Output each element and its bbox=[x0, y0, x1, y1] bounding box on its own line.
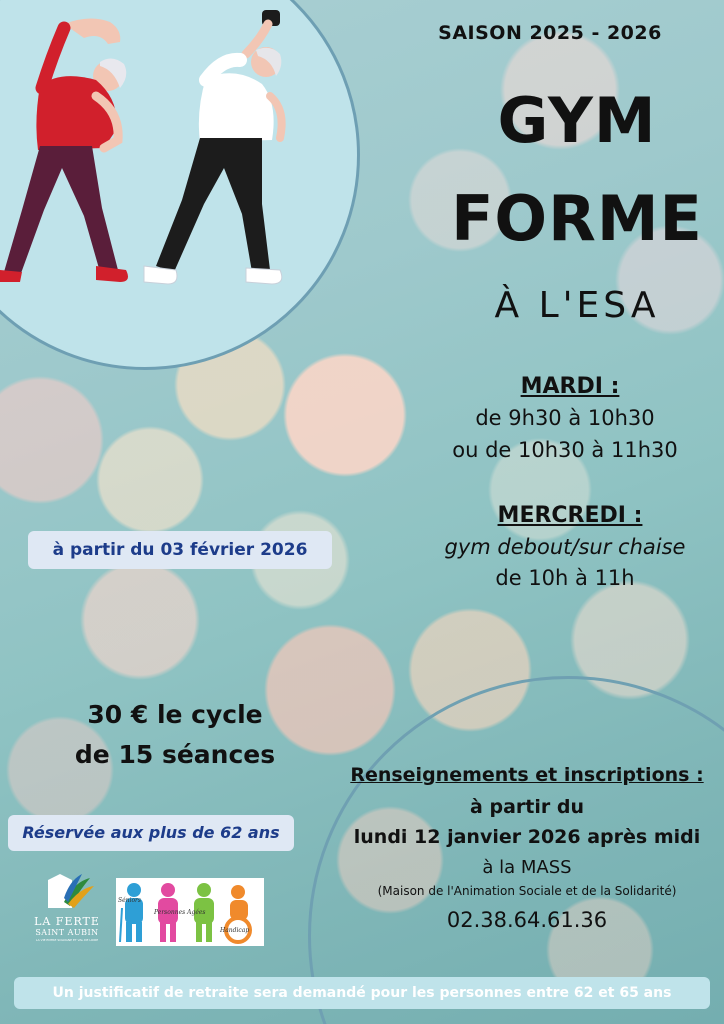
assoc-word-2: Personnes Agées bbox=[154, 909, 206, 916]
tuesday-slot-2: ou de 10h30 à 11h30 bbox=[452, 438, 678, 462]
association-logo bbox=[116, 878, 264, 946]
town-name-line-1: LA FERTE bbox=[34, 915, 100, 928]
tuesday-slot-1: de 9h30 à 10h30 bbox=[475, 406, 655, 430]
registration-phone: 02.38.64.61.36 bbox=[446, 908, 608, 932]
price-line-1: 30 € le cycle bbox=[87, 700, 263, 729]
woman-exercising-figure bbox=[0, 18, 128, 282]
wednesday-activity: gym debout/sur chaise bbox=[444, 535, 686, 559]
age-restriction-badge: Réservée aux plus de 62 ans bbox=[8, 815, 294, 851]
footer-notice: Un justificatif de retraite sera demandé pour les personnes entre 62 et 65 ans bbox=[14, 977, 710, 1009]
price-line-2: de 15 séances bbox=[74, 740, 276, 769]
wednesday-label: MERCREDI : bbox=[497, 503, 643, 528]
title-gym: GYM bbox=[497, 84, 657, 157]
title-forme: FORME bbox=[451, 182, 703, 255]
exercise-illustration bbox=[0, 0, 360, 300]
assoc-word-3: Handicap bbox=[220, 927, 250, 934]
wednesday-slot: de 10h à 11h bbox=[495, 566, 635, 590]
town-tagline: LA VIE ENTRE SOLOGNE ET VAL DE LOIRE bbox=[35, 938, 99, 942]
registration-from: à partir du bbox=[470, 796, 584, 818]
tuesday-label: MARDI : bbox=[520, 374, 620, 399]
town-emblem-icon bbox=[34, 872, 100, 912]
info-bubble-outline bbox=[308, 676, 724, 1024]
registration-date: lundi 12 janvier 2026 après midi bbox=[353, 826, 701, 848]
assoc-word-1: Séniors bbox=[118, 897, 142, 904]
association-figures-icon bbox=[116, 878, 264, 946]
registration-place: à la MASS bbox=[482, 857, 572, 878]
registration-heading: Renseignements et inscriptions : bbox=[350, 764, 704, 786]
town-logo bbox=[34, 872, 100, 944]
start-date-badge: à partir du 03 février 2026 bbox=[28, 531, 332, 569]
registration-place-full: (Maison de l'Animation Sociale et de la Solidarité) bbox=[377, 884, 677, 898]
man-exercising-figure bbox=[144, 10, 282, 284]
subtitle-esa: À L'ESA bbox=[494, 285, 660, 326]
season-label: SAISON 2025 - 2026 bbox=[438, 22, 662, 44]
town-name-line-2: SAINT AUBIN bbox=[35, 928, 99, 937]
